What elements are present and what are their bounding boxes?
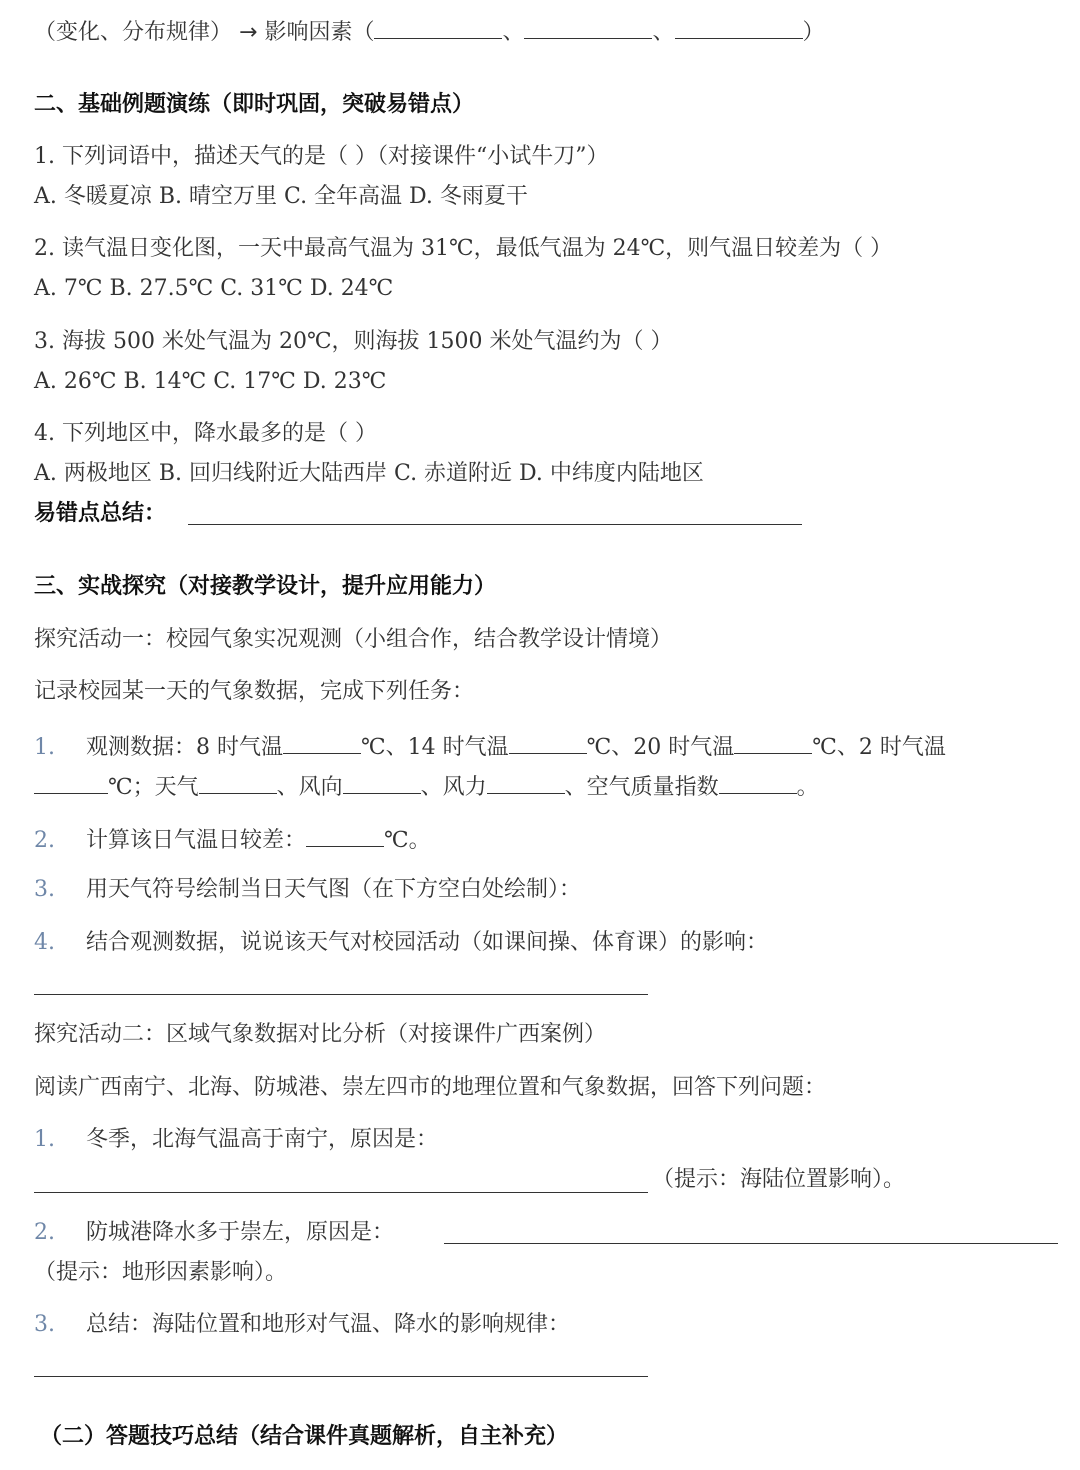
section3-heading: 三、实战探究（对接教学设计，提升应用能力）	[34, 574, 497, 599]
item-number: 2.	[34, 828, 55, 853]
temp-14-blank[interactable]	[509, 729, 587, 754]
item-text: 用天气符号绘制当日天气图（在下方空白处绘制）：	[86, 877, 582, 902]
weather-blank[interactable]	[199, 769, 277, 794]
top-middle: 影响因素（	[264, 20, 375, 45]
temp-2-blank[interactable]	[34, 769, 108, 794]
act1-intro: 记录校园某一天的气象数据，完成下列任务：	[34, 679, 475, 704]
factor-blank-3[interactable]	[675, 14, 803, 39]
q2-options: A. 7℃ B. 27.5℃ C. 31℃ D. 24℃	[34, 276, 394, 301]
impact-answer-line[interactable]	[34, 968, 648, 995]
arrow-icon: →	[239, 20, 258, 45]
item-number: 1.	[34, 1127, 55, 1152]
act1-item-1-cont	[34, 769, 819, 804]
factor-blank-2[interactable]	[524, 14, 652, 39]
item-text: 、风力	[420, 775, 487, 800]
wind-direction-blank[interactable]	[343, 769, 421, 794]
summary-answer-line[interactable]	[34, 1350, 648, 1377]
top-line	[34, 14, 825, 49]
act2-item-2	[34, 1217, 394, 1249]
item-text: 、风向	[276, 775, 343, 800]
q3-options: A. 26℃ B. 14℃ C. 17℃ D. 23℃	[34, 369, 387, 394]
item-text: ℃、2 时气温	[812, 735, 946, 760]
temp-20-blank[interactable]	[734, 729, 812, 754]
tips-heading: （二）答题技巧总结（结合课件真题解析，自主补充）	[40, 1424, 569, 1449]
top-prefix: （变化、分布规律）	[34, 20, 233, 45]
summary-label: 易错点总结：	[34, 501, 167, 526]
item-text: 总结：海陆位置和地形对气温、降水的影响规律：	[86, 1312, 571, 1337]
act1-item-2	[34, 822, 431, 857]
item-text: 。	[796, 775, 819, 800]
item-text: 观测数据：8 时气温	[86, 735, 283, 760]
item-text: 、空气质量指数	[564, 775, 719, 800]
factor-blank-1[interactable]	[374, 14, 502, 39]
daily-range-blank[interactable]	[306, 822, 384, 847]
act2-item-3	[34, 1309, 570, 1341]
item-text: ℃；天气	[108, 775, 199, 800]
act2-item-1	[34, 1124, 438, 1156]
q4-stem: 4. 下列地区中，降水最多的是（ ）	[34, 421, 377, 446]
summary-blank[interactable]	[188, 498, 802, 525]
temp-8-blank[interactable]	[283, 729, 361, 754]
act1-item-4	[34, 927, 768, 959]
item-text: ℃、14 时气温	[361, 735, 509, 760]
top-suffix: ）	[802, 20, 825, 45]
q1-options: A. 冬暖夏凉 B. 晴空万里 C. 全年高温 D. 冬雨夏干	[34, 184, 528, 209]
item-number: 1.	[34, 735, 55, 760]
act2-title: 探究活动二：区域气象数据对比分析（对接课件广西案例）	[34, 1022, 607, 1047]
act2-intro: 阅读广西南宁、北海、防城港、崇左四市的地理位置和气象数据，回答下列问题：	[34, 1075, 827, 1100]
item-number: 3.	[34, 877, 55, 902]
q1-stem: 1. 下列词语中，描述天气的是（ ）（对接课件“小试牛刀”）	[34, 144, 609, 169]
q4-options: A. 两极地区 B. 回归线附近大陆西岸 C. 赤道附近 D. 中纬度内陆地区	[34, 461, 704, 486]
fangchenggang-answer-line[interactable]	[444, 1217, 1058, 1244]
aqi-blank[interactable]	[719, 769, 797, 794]
item-text: 冬季，北海气温高于南宁，原因是：	[86, 1127, 439, 1152]
act1-item-3	[34, 874, 581, 906]
item-number: 4.	[34, 930, 55, 955]
q2-stem: 2. 读气温日变化图，一天中最高气温为 31℃，最低气温为 24℃，则气温日较差为（ ）	[34, 236, 893, 261]
act1-item-1	[34, 729, 946, 764]
item-number: 2.	[34, 1220, 55, 1245]
act1-title: 探究活动一：校园气象实况观测（小组合作，结合教学设计情境）	[34, 627, 673, 652]
top-sep-2: 、	[652, 20, 675, 45]
hint-1: （提示：海陆位置影响）。	[652, 1167, 906, 1192]
item-text: 结合观测数据，说说该天气对校园活动（如课间操、体育课）的影响：	[86, 930, 769, 955]
top-sep-1: 、	[502, 20, 525, 45]
item-text: 防城港降水多于崇左，原因是：	[86, 1220, 395, 1245]
wind-force-blank[interactable]	[487, 769, 565, 794]
q3-stem: 3. 海拔 500 米处气温为 20℃，则海拔 1500 米处气温约为（ ）	[34, 329, 673, 354]
item-text: ℃。	[384, 828, 431, 853]
beihai-answer-line[interactable]	[34, 1166, 648, 1193]
item-text: ℃、20 时气温	[586, 735, 735, 760]
section2-heading: 二、基础例题演练（即时巩固，突破易错点）	[34, 92, 475, 117]
item-text: 计算该日气温日较差：	[86, 828, 307, 853]
item-number: 3.	[34, 1312, 55, 1337]
hint-2: （提示：地形因素影响）。	[34, 1260, 288, 1285]
